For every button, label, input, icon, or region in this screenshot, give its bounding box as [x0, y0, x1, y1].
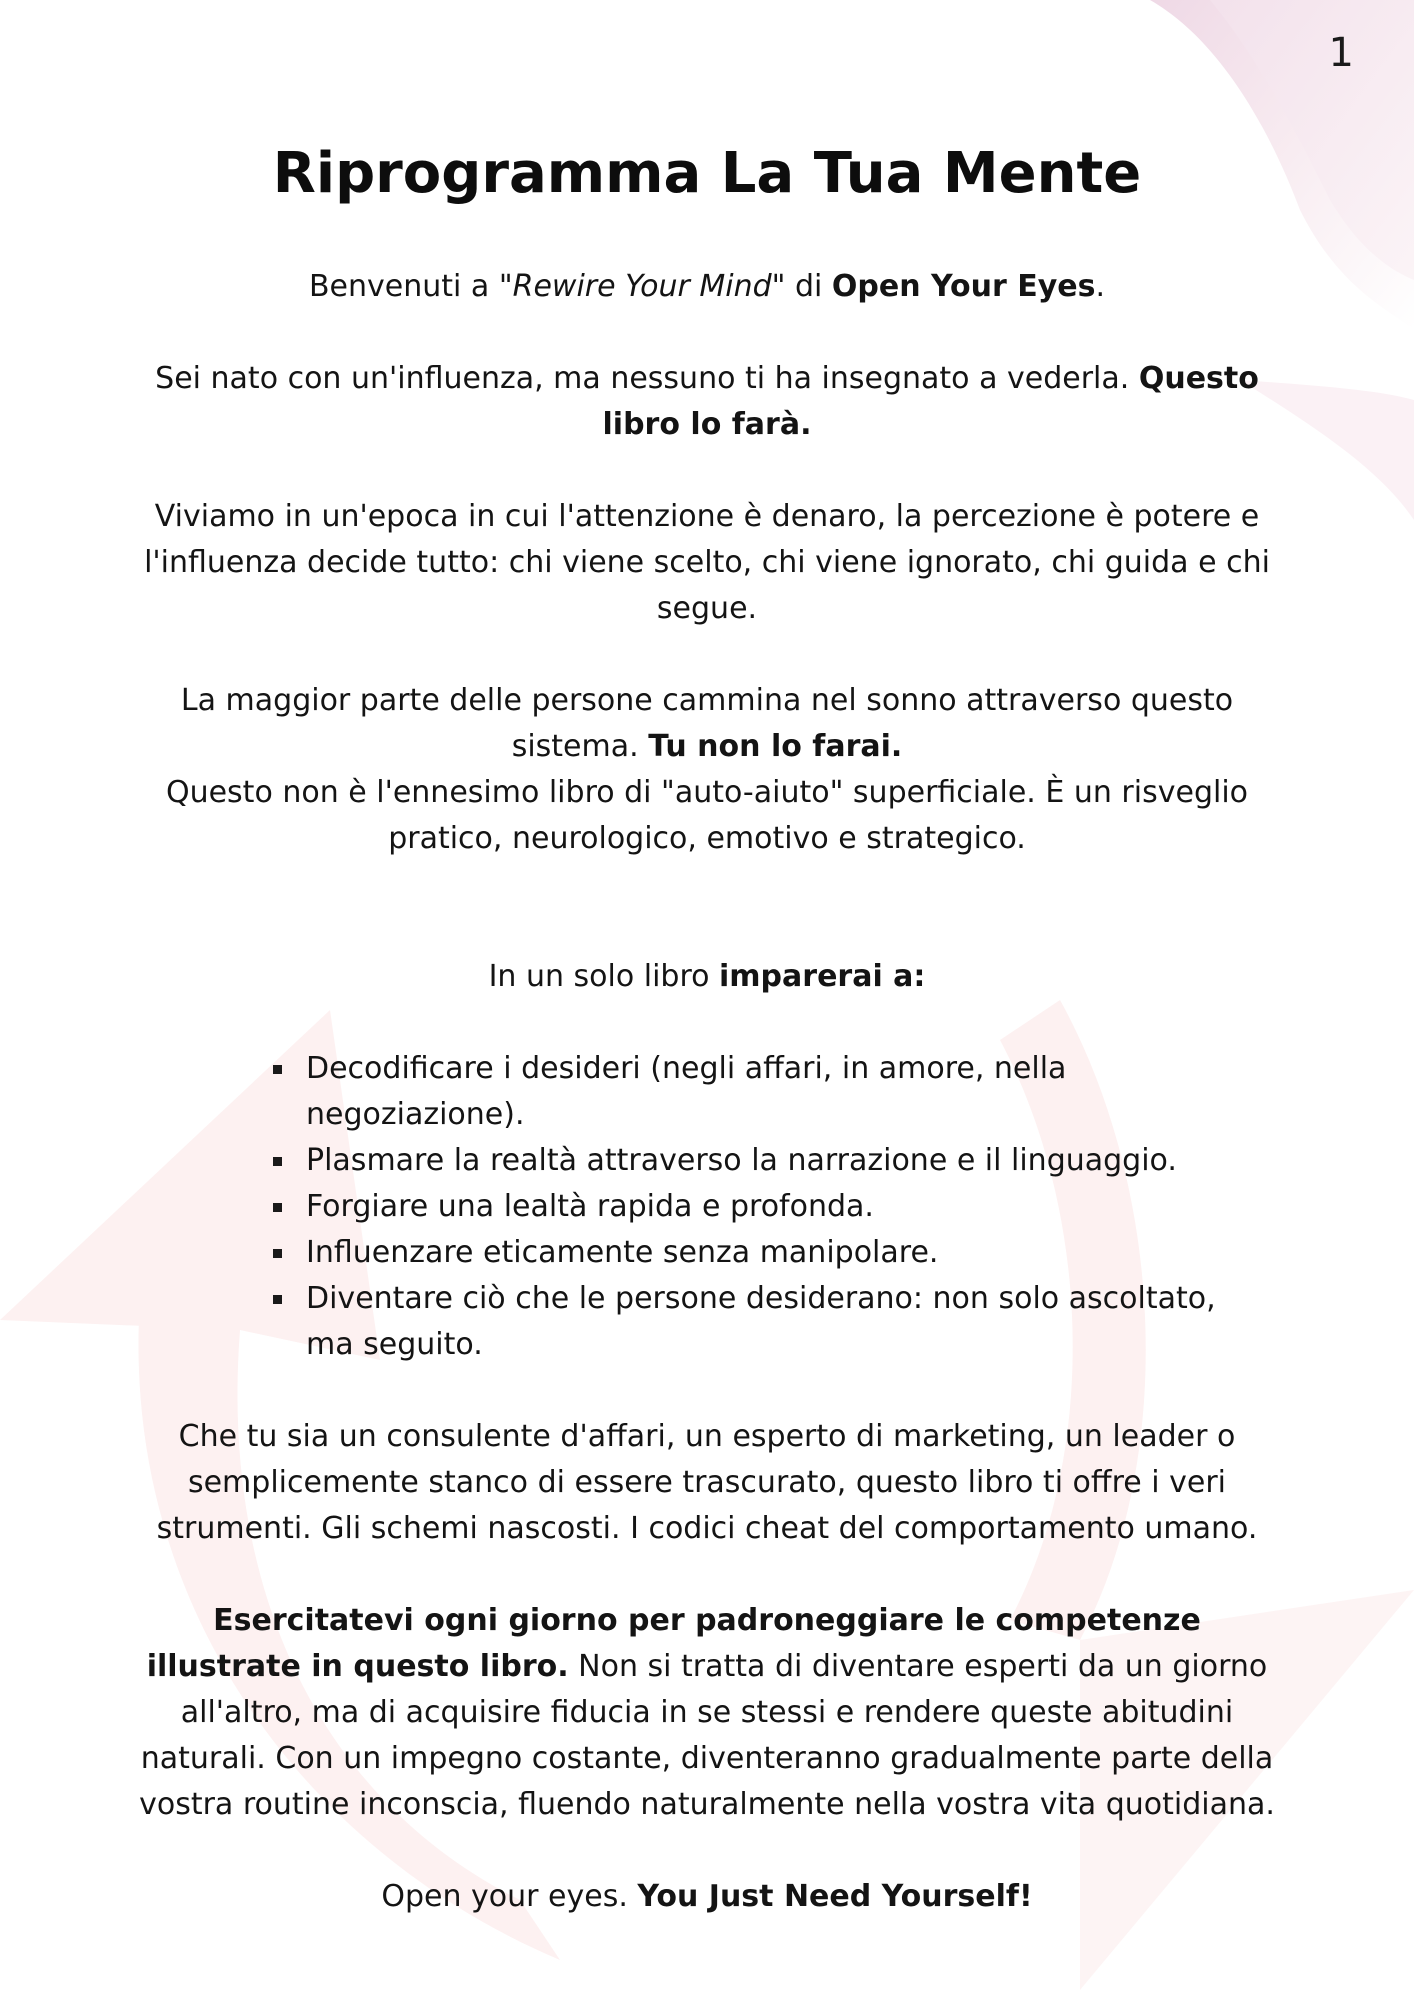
learn-bold: imparerai a:	[719, 959, 926, 994]
intro-middle: " di	[771, 269, 832, 304]
closing-bold: You Just Need Yourself!	[637, 1879, 1033, 1914]
closing-line	[135, 1874, 1279, 1920]
author-name: Open Your Eyes	[831, 269, 1096, 304]
audience-paragraph: Che tu sia un consulente d'affari, un esperto di marketing, un leader o semplicemente stanco di essere trascurato, questo libro ti offre i veri strumenti. Gli schemi nascosti. I codici cheat del comportamento umano.	[156, 1419, 1258, 1546]
intro-suffix: .	[1095, 269, 1106, 304]
learn-heading	[135, 954, 1279, 1000]
hook-paragraph	[135, 356, 1279, 448]
practice-text: Non si tratta di diventare esperti da un giorno all'altro, ma di acquisire fiducia in se stessi e rendere queste abitudini naturali. Con un impegno costante, diventeranno gradualmente parte della vostra routine inconscia, fluendo naturalmente nella vostra vita quotidiana.	[139, 1649, 1275, 1822]
era-paragraph: Viviamo in un'epoca in cui l'attenzione è denaro, la percezione è potere e l'influenza decide tutto: chi viene scelto, chi viene ignorato, chi guida e chi segue.	[144, 499, 1270, 626]
skills-list	[271, 1046, 1271, 1368]
sleepwalk-text: La maggior parte delle persone cammina nel sonno attraverso questo sistema.	[180, 683, 1234, 764]
book-title: Rewire Your Mind	[512, 269, 772, 304]
list-item: Plasmare la realtà attraverso la narrazione e il linguaggio.	[271, 1138, 1236, 1184]
practice-bold: Esercitatevi ogni giorno per padroneggiare le competenze illustrate in questo libro.	[146, 1603, 1201, 1684]
document-body	[135, 138, 1279, 1920]
awakening-paragraph: Questo non è l'ennesimo libro di "auto-aiuto" superficiale. È un risveglio pratico, neurologico, emotivo e strategico.	[165, 775, 1249, 856]
list-item: Diventare ciò che le persone desiderano: non solo ascoltato, ma seguito.	[271, 1276, 1236, 1368]
page-title: Riprogramma La Tua Mente	[272, 141, 1142, 206]
intro-paragraph	[135, 264, 1279, 310]
practice-paragraph	[135, 1598, 1279, 1828]
sleepwalk-bold: Tu non lo farai.	[648, 729, 903, 764]
page-number: 1	[1328, 30, 1354, 76]
closing-text: Open your eyes.	[381, 1879, 638, 1914]
learn-text: In un solo libro	[488, 959, 720, 994]
hook-text: Sei nato con un'influenza, ma nessuno ti ha insegnato a vederla.	[155, 361, 1139, 396]
intro-prefix: Benvenuti a "	[308, 269, 513, 304]
sleepwalk-paragraph	[135, 678, 1279, 770]
list-item: Forgiare una lealtà rapida e profonda.	[271, 1184, 1236, 1230]
list-item: Decodificare i desideri (negli affari, in amore, nella negoziazione).	[271, 1046, 1236, 1138]
list-item: Influenzare eticamente senza manipolare.	[271, 1230, 1236, 1276]
hook-bold: Questo libro lo farà.	[602, 361, 1259, 442]
